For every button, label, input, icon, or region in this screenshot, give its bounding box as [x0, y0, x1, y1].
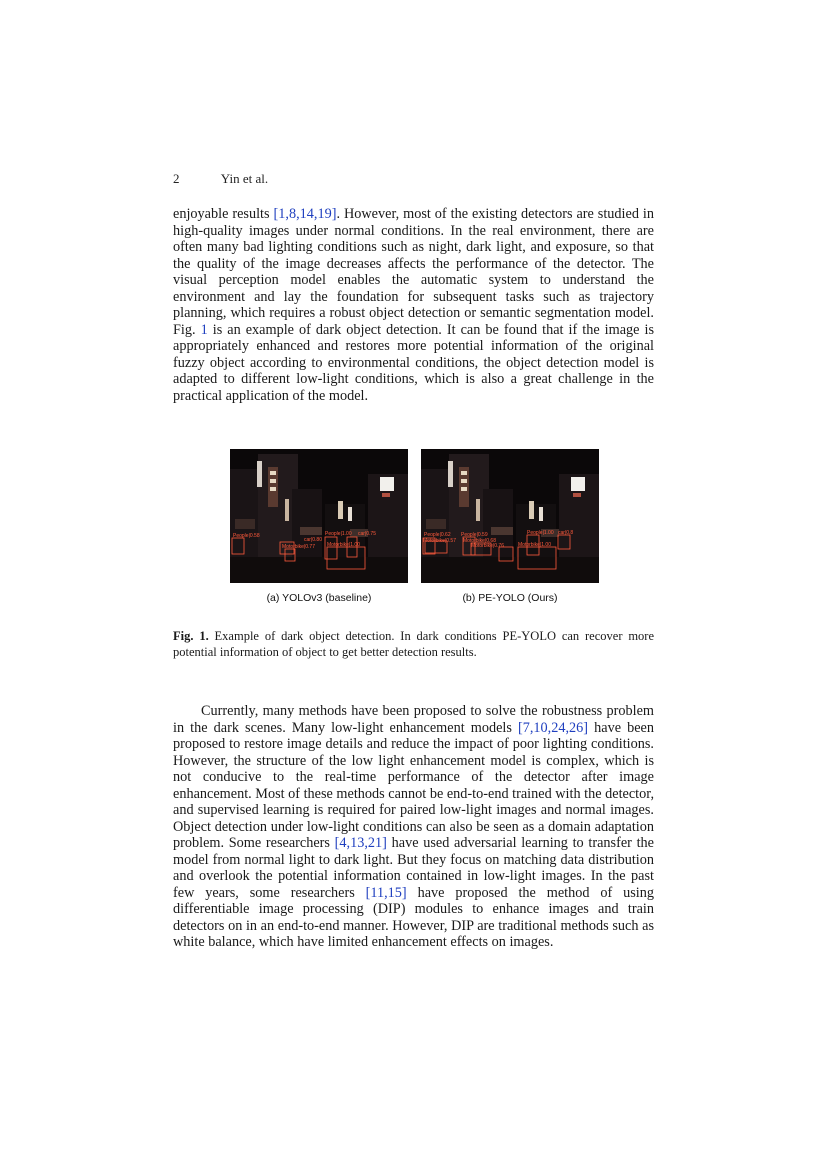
citation-link[interactable]: [4,13,21] — [334, 835, 387, 851]
detection-label: Motorbike|1.00 — [327, 542, 360, 548]
detection-label: People|0.59 — [461, 532, 488, 538]
detection-label: Motorbike|0.57 — [423, 538, 456, 544]
citation-link[interactable]: 1 — [200, 321, 208, 338]
figure-caption — [173, 628, 654, 660]
detection-label: People|1.00 — [325, 531, 352, 537]
figure-panel-yolov3 — [230, 449, 408, 583]
running-header — [173, 171, 268, 187]
detection-label: Motorbike|0.77 — [282, 544, 315, 550]
detection-label: Motorbike|1.00 — [518, 542, 551, 548]
detection-label: car|0.8 — [558, 530, 574, 536]
body-text: have used adversarial learning to transfer the model from normal light to dark light. But they focus on matching data distribution and overlook the potential information contained in low-light images. In the past few years, some researchers — [173, 835, 654, 901]
detection-label: Motorbike|0.76 — [471, 543, 504, 549]
body-text: . However, most of the existing detectors are studied in high-quality images under normal conditions. In the real environment, there are often many bad lighting conditions such as night, dark light, and exposure, so that the quality of the image decreases affects the performance of the detector. The visual perception model enables the automatic system to understand the environment and lay the foundation for subsequent tasks such as trajectory planning, which requires a robust object detection or semantic segmentation model. Fig. — [173, 206, 654, 338]
citation-link[interactable]: [7,10,24,26] — [517, 719, 589, 736]
body-text: have been proposed to restore image details and reduce the impact of poor lighting conditions. However, the structure of the low light enhancement model is complex, which is not conducive to the real-time performance of the detector after image enhancement. Most of these methods cannot be end-to-end trained with the detector, and supervised learning is required for paired low-light images and normal images. Object detection under low-light conditions can also be seen as a domain adaptation problem. Some researchers — [173, 719, 655, 851]
figure-caption-label: Fig. 1. — [173, 629, 209, 643]
body-text: Currently, many methods have been proposed to solve the robustness problem in the dark scenes. Many low-light enhancement models — [173, 703, 654, 736]
body-text: have proposed the method of using differentiable image processing (DIP) modules to enhance images and train detectors on in an end-to-end manner. However, DIP are traditional methods such as white balance, which have limited enhancement effects on images. — [173, 884, 654, 950]
detection-label: People|0.62 — [424, 532, 451, 538]
running-title: Yin et al. — [220, 171, 269, 186]
figure-caption-text: Example of dark object detection. In dark conditions PE-YOLO can recover more potential information of object to get better detection results. — [173, 629, 655, 659]
citation-link[interactable]: [11,15] — [365, 884, 407, 901]
detection-label: car|0.75 — [358, 531, 376, 537]
detection-label: car|0.80 — [304, 537, 322, 543]
detection-label: Motorbike|0.68 — [463, 538, 496, 544]
subcaption-a: (a) YOLOv3 (baseline) — [266, 592, 372, 604]
citation-link[interactable]: [1,8,14,19] — [273, 206, 337, 222]
dark-street-image-b — [421, 449, 599, 583]
detection-label: People|0.58 — [233, 533, 260, 539]
body-text: is an example of dark object detection. It can be found that if the image is appropriately enhanced and restores more potential information of the original fuzzy object according to environmental conditions, the object detection model is adapted to different low-light conditions, which is also a great challenge in the practical application of the model. — [173, 321, 654, 404]
figure-panel-pe-yolo — [421, 449, 599, 583]
paragraph-intro-continued — [173, 206, 654, 404]
dark-street-image-a — [230, 449, 408, 583]
paragraph-related-work — [173, 703, 654, 951]
subcaption-b: (b) PE-YOLO (Ours) — [462, 592, 558, 604]
detection-label: People|1.00 — [527, 530, 554, 536]
body-text: enjoyable results — [173, 206, 274, 222]
page-number: 2 — [173, 171, 180, 186]
